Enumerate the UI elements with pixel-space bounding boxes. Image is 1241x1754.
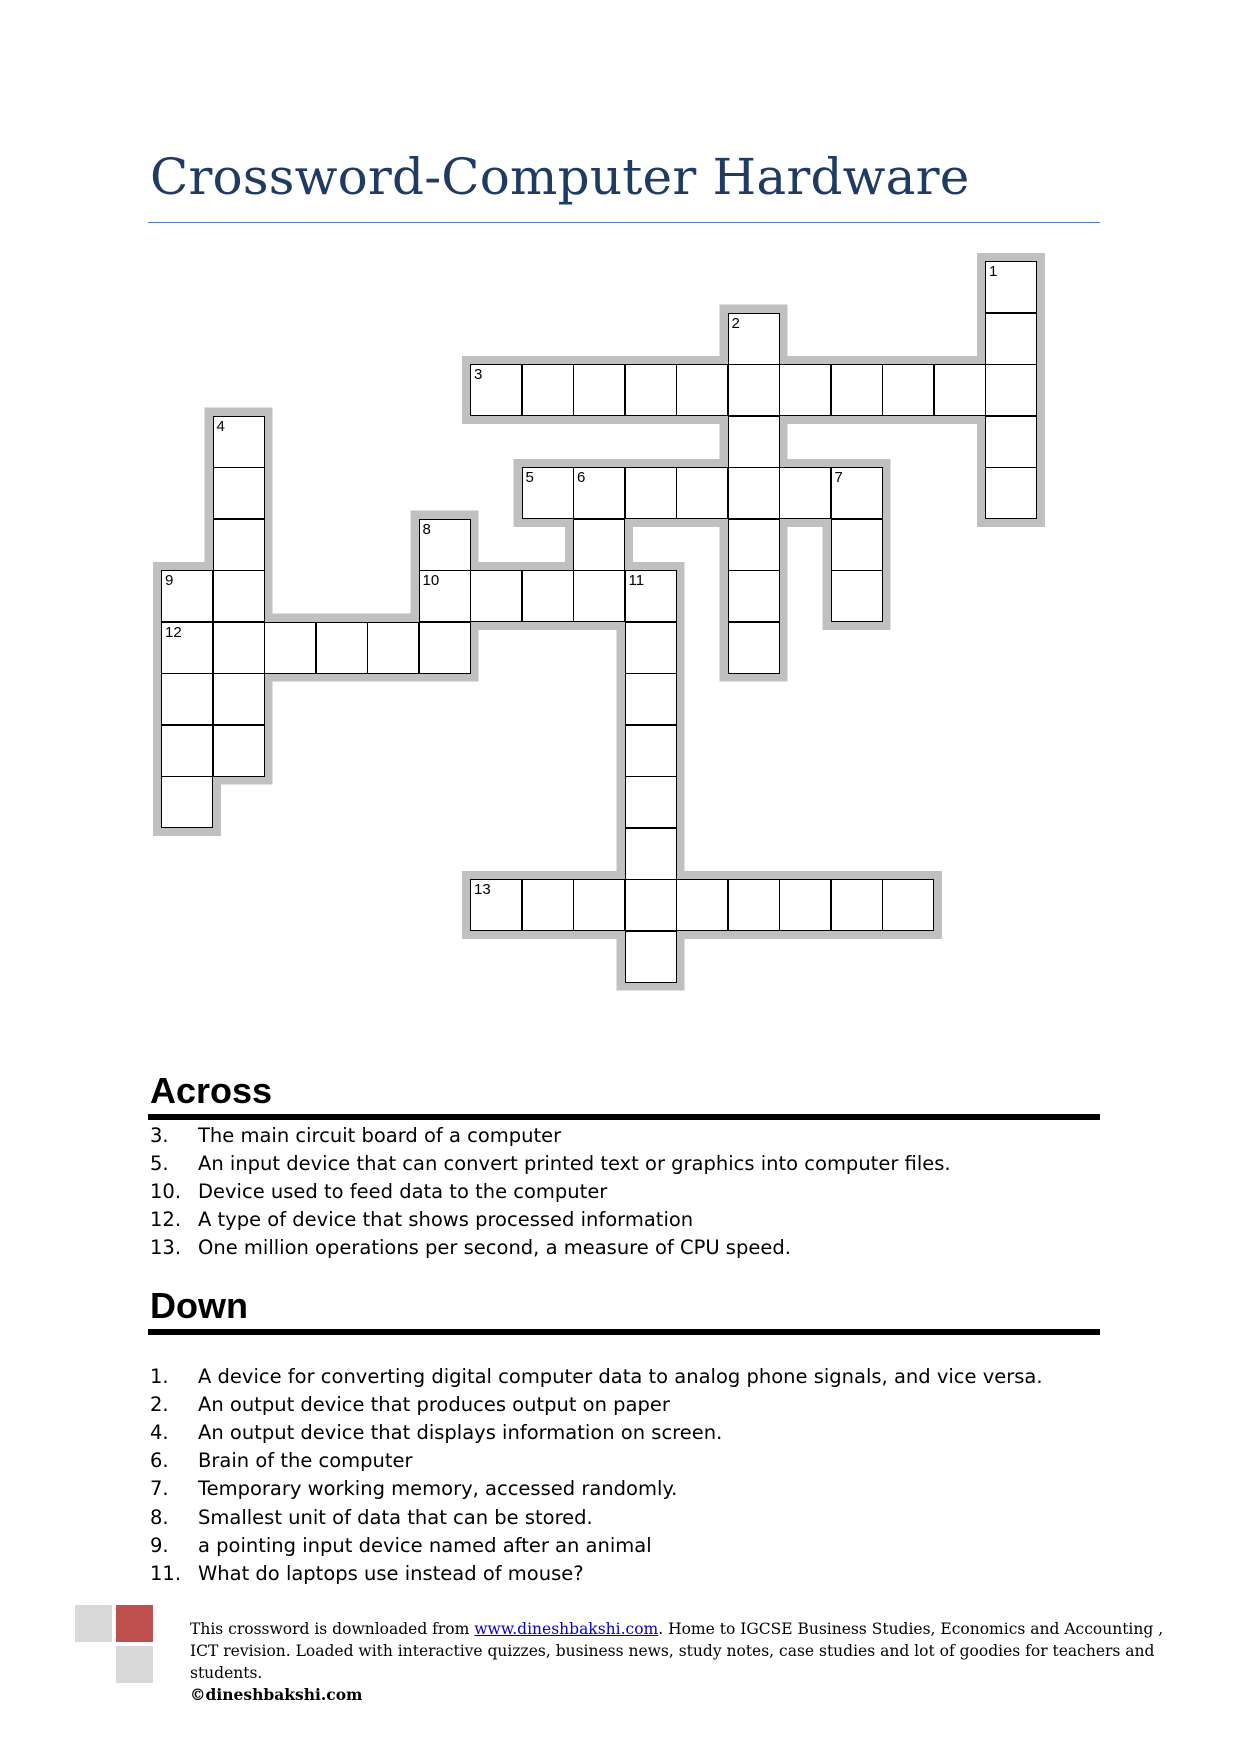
crossword-cell[interactable] bbox=[213, 467, 265, 519]
crossword-cell[interactable] bbox=[213, 416, 265, 468]
clue-text: Temporary working memory, accessed randomly. bbox=[198, 1477, 678, 1501]
clue-number-4: 4 bbox=[216, 417, 225, 435]
crossword-cell[interactable] bbox=[676, 879, 728, 931]
across-clue bbox=[150, 1234, 1090, 1262]
clue-num: 4. bbox=[150, 1420, 169, 1444]
across-clue-list bbox=[150, 1121, 1090, 1262]
crossword-cell[interactable] bbox=[779, 364, 831, 416]
footer-text-before: This crossword is downloaded from bbox=[190, 1620, 475, 1638]
down-clue bbox=[150, 1390, 1090, 1418]
clue-number-6: 6 bbox=[577, 469, 586, 486]
crossword-cell[interactable] bbox=[779, 879, 831, 931]
across-divider bbox=[148, 1114, 1100, 1120]
logo-square-gray-left bbox=[75, 1605, 112, 1642]
down-clue bbox=[150, 1362, 1090, 1390]
clue-number-5: 5 bbox=[525, 469, 534, 486]
clue-num: 13. bbox=[150, 1236, 182, 1260]
down-clue bbox=[150, 1503, 1090, 1531]
clue-number-13: 13 bbox=[474, 881, 491, 898]
crossword-cell[interactable] bbox=[625, 828, 677, 880]
crossword-cell[interactable] bbox=[625, 622, 677, 674]
clue-num: 10. bbox=[150, 1179, 182, 1203]
clue-text: A device for converting digital computer data to analog phone signals, and vice versa. bbox=[198, 1364, 1043, 1388]
crossword-cell[interactable] bbox=[470, 570, 522, 622]
clue-number-8: 8 bbox=[422, 520, 431, 538]
clue-text: What do laptops use instead of mouse? bbox=[198, 1561, 584, 1585]
logo-square-red bbox=[116, 1605, 153, 1642]
down-clue bbox=[150, 1531, 1090, 1559]
down-clue-list bbox=[150, 1362, 1090, 1588]
crossword-cell[interactable] bbox=[985, 261, 1037, 313]
crossword-cell[interactable] bbox=[882, 364, 934, 416]
down-clue bbox=[150, 1475, 1090, 1503]
crossword-cell[interactable] bbox=[625, 364, 677, 416]
crossword-cell[interactable] bbox=[831, 519, 883, 571]
crossword-cell[interactable] bbox=[161, 570, 213, 622]
crossword-cell[interactable] bbox=[728, 467, 780, 519]
crossword-cell[interactable] bbox=[831, 570, 883, 622]
crossword-cell[interactable] bbox=[522, 570, 574, 622]
crossword-cell[interactable] bbox=[419, 519, 471, 571]
crossword-cell[interactable] bbox=[934, 364, 986, 416]
clue-number-11: 11 bbox=[628, 572, 645, 589]
crossword-cell[interactable] bbox=[213, 570, 265, 622]
crossword-cell[interactable] bbox=[161, 673, 213, 725]
down-divider bbox=[148, 1329, 1100, 1335]
clue-text: The main circuit board of a computer bbox=[198, 1123, 562, 1147]
crossword-cell[interactable] bbox=[676, 467, 728, 519]
crossword-cell[interactable] bbox=[728, 519, 780, 571]
across-clue bbox=[150, 1149, 1090, 1177]
crossword-cell[interactable] bbox=[264, 622, 316, 674]
crossword-cell[interactable] bbox=[728, 416, 780, 468]
crossword-cell[interactable] bbox=[625, 879, 677, 931]
crossword-cell[interactable] bbox=[728, 570, 780, 622]
clue-number-1: 1 bbox=[989, 263, 998, 280]
down-clue bbox=[150, 1447, 1090, 1475]
crossword-cell[interactable] bbox=[728, 364, 780, 416]
crossword-cell[interactable] bbox=[831, 879, 883, 931]
crossword-cell[interactable] bbox=[161, 725, 213, 777]
clue-number-2: 2 bbox=[731, 314, 740, 332]
across-clue bbox=[150, 1206, 1090, 1234]
crossword-cell[interactable] bbox=[728, 622, 780, 674]
crossword-cell[interactable] bbox=[419, 622, 471, 674]
crossword-cell[interactable] bbox=[161, 622, 213, 674]
crossword-cell[interactable] bbox=[985, 467, 1037, 519]
crossword-cell[interactable] bbox=[831, 364, 883, 416]
crossword-cell[interactable] bbox=[831, 467, 883, 519]
clue-number-7: 7 bbox=[834, 469, 843, 486]
clue-number-12: 12 bbox=[165, 623, 182, 641]
crossword-cell[interactable] bbox=[728, 313, 780, 365]
down-clue bbox=[150, 1559, 1090, 1587]
crossword-cell[interactable] bbox=[522, 467, 574, 519]
crossword-cell[interactable] bbox=[213, 622, 265, 674]
crossword-cell[interactable] bbox=[470, 364, 522, 416]
crossword-cell[interactable] bbox=[522, 879, 574, 931]
footer-text bbox=[190, 1618, 1180, 1706]
crossword-cell[interactable] bbox=[625, 931, 677, 983]
footer-copyright: ©dineshbakshi.com bbox=[190, 1685, 363, 1704]
clue-text: Smallest unit of data that can be stored. bbox=[198, 1505, 593, 1529]
crossword-cell[interactable] bbox=[213, 725, 265, 777]
clue-num: 1. bbox=[150, 1364, 169, 1388]
clue-text: An input device that can convert printed text or graphics into computer files. bbox=[198, 1151, 951, 1175]
crossword-cell[interactable] bbox=[522, 364, 574, 416]
clue-text: Device used to feed data to the computer bbox=[198, 1179, 608, 1203]
crossword-cell[interactable] bbox=[625, 725, 677, 777]
clue-num: 8. bbox=[150, 1505, 169, 1529]
crossword-cell[interactable] bbox=[161, 776, 213, 828]
clue-number-9: 9 bbox=[165, 572, 174, 589]
crossword-cell[interactable] bbox=[625, 673, 677, 725]
crossword-cell[interactable] bbox=[316, 622, 368, 674]
crossword-cell[interactable] bbox=[367, 622, 419, 674]
clue-text: A type of device that shows processed information bbox=[198, 1208, 694, 1232]
clue-num: 5. bbox=[150, 1151, 169, 1175]
crossword-cell[interactable] bbox=[573, 364, 625, 416]
crossword-cell[interactable] bbox=[779, 467, 831, 519]
crossword-cell[interactable] bbox=[213, 519, 265, 571]
clue-text: One million operations per second, a measure of CPU speed. bbox=[198, 1236, 791, 1260]
crossword-cell[interactable] bbox=[728, 879, 780, 931]
clue-text: An output device that displays information on screen. bbox=[198, 1420, 723, 1444]
footer-text-after: . Home to IGCSE Business Studies, Economics and Accounting , ICT revision. Loaded with interactive quizzes, business news, study notes, case studies and lot of goodies for teachers and students. bbox=[190, 1620, 1164, 1682]
crossword-cell[interactable] bbox=[882, 879, 934, 931]
down-heading: Down bbox=[150, 1285, 248, 1326]
down-clue bbox=[150, 1418, 1090, 1446]
across-clue bbox=[150, 1177, 1090, 1205]
crossword-cell[interactable] bbox=[985, 416, 1037, 468]
crossword-cell[interactable] bbox=[213, 673, 265, 725]
across-heading: Across bbox=[150, 1070, 273, 1111]
clue-num: 7. bbox=[150, 1477, 169, 1501]
crossword-cell[interactable] bbox=[470, 879, 522, 931]
crossword-cell[interactable] bbox=[676, 364, 728, 416]
crossword-cell[interactable] bbox=[985, 313, 1037, 365]
crossword-cell[interactable] bbox=[625, 776, 677, 828]
clue-num: 6. bbox=[150, 1449, 169, 1473]
crossword-cell[interactable] bbox=[419, 570, 471, 622]
crossword-cell[interactable] bbox=[573, 879, 625, 931]
logo-square-gray-bottom bbox=[116, 1646, 153, 1683]
clue-num: 12. bbox=[150, 1208, 182, 1232]
crossword-cell[interactable] bbox=[573, 519, 625, 571]
footer-link[interactable]: www.dineshbakshi.com bbox=[474, 1620, 659, 1638]
clue-text: Brain of the computer bbox=[198, 1449, 413, 1473]
clue-num: 2. bbox=[150, 1392, 169, 1416]
clue-num: 11. bbox=[150, 1561, 182, 1585]
crossword-cell[interactable] bbox=[625, 570, 677, 622]
clue-num: 3. bbox=[150, 1123, 169, 1147]
crossword-cell[interactable] bbox=[573, 467, 625, 519]
crossword-cell[interactable] bbox=[625, 467, 677, 519]
crossword-cell[interactable] bbox=[573, 570, 625, 622]
clue-num: 9. bbox=[150, 1533, 169, 1557]
clue-text: An output device that produces output on paper bbox=[198, 1392, 670, 1416]
across-clue bbox=[150, 1121, 1090, 1149]
clue-number-10: 10 bbox=[422, 572, 440, 589]
clue-text: a pointing input device named after an animal bbox=[198, 1533, 652, 1557]
page-title: Crossword-Computer Hardware bbox=[150, 148, 970, 206]
clue-number-3: 3 bbox=[474, 366, 483, 383]
crossword-cell[interactable] bbox=[985, 364, 1037, 416]
